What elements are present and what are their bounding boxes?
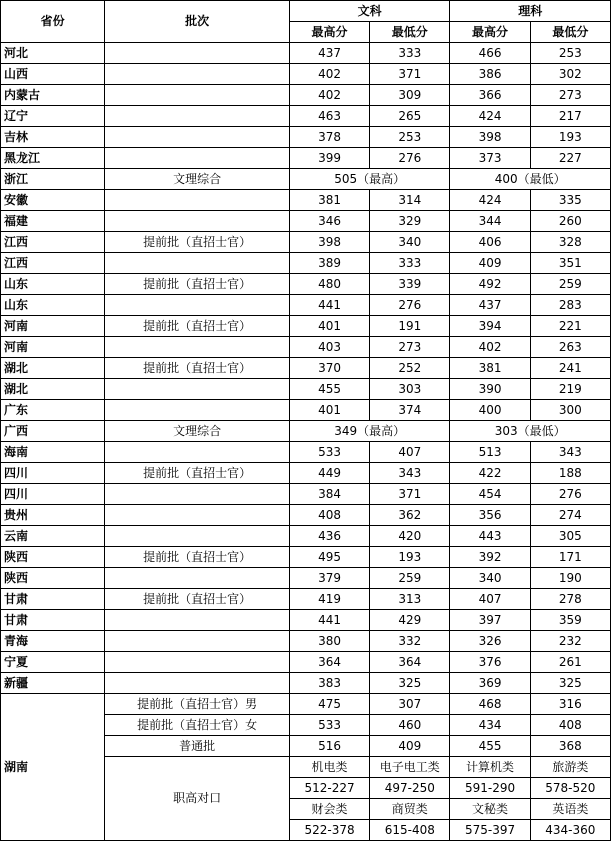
like-merged-cell: 400（最低） — [450, 169, 611, 190]
vocational-category-cell: 文秘类 — [450, 799, 530, 820]
wenke-max-cell: 455 — [289, 379, 369, 400]
wenke-min-cell: 191 — [370, 316, 450, 337]
wenke-min-cell: 276 — [370, 148, 450, 169]
vocational-score-cell: 497-250 — [370, 778, 450, 799]
vocational-category-cell: 电子电工类 — [370, 757, 450, 778]
province-cell: 河南 — [1, 316, 105, 337]
batch-cell: 文理综合 — [105, 169, 290, 190]
wenke-max-cell: 389 — [289, 253, 369, 274]
batch-cell — [105, 43, 290, 64]
wenke-max-cell: 463 — [289, 106, 369, 127]
like-min-cell: 325 — [530, 673, 610, 694]
like-max-cell: 400 — [450, 400, 530, 421]
like-min-cell: 351 — [530, 253, 610, 274]
table-row — [1, 85, 611, 106]
like-min-cell: 343 — [530, 442, 610, 463]
like-max-cell: 466 — [450, 43, 530, 64]
province-cell: 云南 — [1, 526, 105, 547]
like-min-cell: 259 — [530, 274, 610, 295]
batch-cell — [105, 442, 290, 463]
vocational-category-cell: 商贸类 — [370, 799, 450, 820]
wenke-max-cell: 384 — [289, 484, 369, 505]
province-cell: 湖北 — [1, 379, 105, 400]
vocational-score-cell: 434-360 — [530, 820, 610, 841]
wenke-min-cell: 333 — [370, 43, 450, 64]
like-min-cell: 274 — [530, 505, 610, 526]
table-row — [1, 190, 611, 211]
table-row — [1, 379, 611, 400]
like-max-cell: 492 — [450, 274, 530, 295]
table-row — [1, 316, 611, 337]
like-min-cell: 368 — [530, 736, 610, 757]
wenke-min-cell: 325 — [370, 673, 450, 694]
like-max-cell: 437 — [450, 295, 530, 316]
batch-cell — [105, 127, 290, 148]
like-max-cell: 394 — [450, 316, 530, 337]
wenke-max-cell: 370 — [289, 358, 369, 379]
province-cell: 新疆 — [1, 673, 105, 694]
like-min-cell: 188 — [530, 463, 610, 484]
wenke-min-cell: 252 — [370, 358, 450, 379]
province-cell: 安徽 — [1, 190, 105, 211]
wenke-min-cell: 407 — [370, 442, 450, 463]
like-max-cell: 392 — [450, 547, 530, 568]
wenke-min-cell: 460 — [370, 715, 450, 736]
province-cell: 黑龙江 — [1, 148, 105, 169]
batch-cell: 提前批（直招士官） — [105, 316, 290, 337]
province-cell: 甘肃 — [1, 610, 105, 631]
batch-cell: 提前批（直招士官）男 — [105, 694, 290, 715]
wenke-max-cell: 403 — [289, 337, 369, 358]
table-row — [1, 358, 611, 379]
batch-cell — [105, 610, 290, 631]
batch-cell — [105, 64, 290, 85]
wenke-min-header: 最低分 — [370, 22, 450, 43]
like-min-cell: 261 — [530, 652, 610, 673]
wenke-min-cell: 371 — [370, 64, 450, 85]
wenke-max-cell: 380 — [289, 631, 369, 652]
wenke-min-cell: 307 — [370, 694, 450, 715]
province-cell: 河北 — [1, 43, 105, 64]
wenke-header: 文科 — [289, 1, 450, 22]
like-max-cell: 373 — [450, 148, 530, 169]
like-max-cell: 340 — [450, 568, 530, 589]
like-min-cell: 305 — [530, 526, 610, 547]
table-row — [1, 610, 611, 631]
table-row — [1, 526, 611, 547]
wenke-min-cell: 364 — [370, 652, 450, 673]
like-max-cell: 407 — [450, 589, 530, 610]
batch-cell — [105, 526, 290, 547]
wenke-min-cell: 362 — [370, 505, 450, 526]
like-min-cell: 283 — [530, 295, 610, 316]
batch-cell — [105, 652, 290, 673]
province-cell: 贵州 — [1, 505, 105, 526]
batch-cell: 提前批（直招士官） — [105, 589, 290, 610]
province-cell: 湖南 — [1, 694, 105, 841]
wenke-max-cell: 437 — [289, 43, 369, 64]
province-cell: 河南 — [1, 337, 105, 358]
batch-cell: 提前批（直招士官） — [105, 358, 290, 379]
like-max-cell: 398 — [450, 127, 530, 148]
like-min-cell: 335 — [530, 190, 610, 211]
like-max-cell: 386 — [450, 64, 530, 85]
batch-cell: 提前批（直招士官） — [105, 274, 290, 295]
province-cell: 内蒙古 — [1, 85, 105, 106]
table-row — [1, 400, 611, 421]
table-row — [1, 169, 611, 190]
like-max-cell: 366 — [450, 85, 530, 106]
like-max-cell: 390 — [450, 379, 530, 400]
batch-cell — [105, 337, 290, 358]
province-cell: 湖北 — [1, 358, 105, 379]
like-min-cell: 171 — [530, 547, 610, 568]
province-cell: 山西 — [1, 64, 105, 85]
wenke-max-cell: 449 — [289, 463, 369, 484]
like-min-cell: 273 — [530, 85, 610, 106]
table-row — [1, 253, 611, 274]
batch-header: 批次 — [105, 1, 290, 43]
wenke-min-cell: 276 — [370, 295, 450, 316]
batch-cell — [105, 484, 290, 505]
batch-cell: 文理综合 — [105, 421, 290, 442]
table-row — [1, 673, 611, 694]
like-max-cell: 454 — [450, 484, 530, 505]
province-cell: 宁夏 — [1, 652, 105, 673]
header-row-1 — [1, 1, 611, 22]
wenke-min-cell: 332 — [370, 631, 450, 652]
vocational-score-cell: 575-397 — [450, 820, 530, 841]
like-min-cell: 253 — [530, 43, 610, 64]
wenke-max-cell: 533 — [289, 715, 369, 736]
province-cell: 甘肃 — [1, 589, 105, 610]
province-cell: 福建 — [1, 211, 105, 232]
wenke-min-cell: 333 — [370, 253, 450, 274]
wenke-min-cell: 309 — [370, 85, 450, 106]
like-max-cell: 376 — [450, 652, 530, 673]
like-min-cell: 217 — [530, 106, 610, 127]
like-min-cell: 276 — [530, 484, 610, 505]
like-min-cell: 232 — [530, 631, 610, 652]
like-max-cell: 409 — [450, 253, 530, 274]
like-min-cell: 227 — [530, 148, 610, 169]
wenke-merged-cell: 349（最高） — [289, 421, 450, 442]
wenke-max-cell: 346 — [289, 211, 369, 232]
wenke-min-cell: 409 — [370, 736, 450, 757]
like-max-cell: 326 — [450, 631, 530, 652]
like-min-cell: 193 — [530, 127, 610, 148]
wenke-min-cell: 420 — [370, 526, 450, 547]
like-max-cell: 356 — [450, 505, 530, 526]
vocational-batch-cell: 职高对口 — [105, 757, 290, 841]
like-min-cell: 260 — [530, 211, 610, 232]
wenke-max-cell: 408 — [289, 505, 369, 526]
province-cell: 江西 — [1, 232, 105, 253]
wenke-min-cell: 314 — [370, 190, 450, 211]
wenke-max-cell: 475 — [289, 694, 369, 715]
like-max-cell: 434 — [450, 715, 530, 736]
province-cell: 广西 — [1, 421, 105, 442]
wenke-max-cell: 441 — [289, 610, 369, 631]
batch-cell — [105, 295, 290, 316]
batch-cell: 提前批（直招士官） — [105, 232, 290, 253]
like-max-cell: 443 — [450, 526, 530, 547]
table-row — [1, 484, 611, 505]
like-max-cell: 344 — [450, 211, 530, 232]
like-max-header: 最高分 — [450, 22, 530, 43]
vocational-score-cell: 522-378 — [289, 820, 369, 841]
wenke-max-cell: 495 — [289, 547, 369, 568]
wenke-min-cell: 273 — [370, 337, 450, 358]
batch-cell: 提前批（直招士官） — [105, 547, 290, 568]
wenke-max-cell: 381 — [289, 190, 369, 211]
like-max-cell: 406 — [450, 232, 530, 253]
table-row — [1, 127, 611, 148]
wenke-max-cell: 401 — [289, 400, 369, 421]
like-merged-cell: 303（最低） — [450, 421, 611, 442]
like-max-cell: 468 — [450, 694, 530, 715]
wenke-min-cell: 265 — [370, 106, 450, 127]
table-row-hunan-1 — [1, 694, 611, 715]
like-max-cell: 455 — [450, 736, 530, 757]
like-header: 理科 — [450, 1, 611, 22]
wenke-max-cell: 379 — [289, 568, 369, 589]
wenke-max-cell: 436 — [289, 526, 369, 547]
province-cell: 浙江 — [1, 169, 105, 190]
wenke-min-cell: 259 — [370, 568, 450, 589]
batch-cell — [105, 253, 290, 274]
like-max-cell: 513 — [450, 442, 530, 463]
table-row — [1, 148, 611, 169]
like-min-cell: 219 — [530, 379, 610, 400]
like-max-cell: 424 — [450, 106, 530, 127]
like-min-cell: 221 — [530, 316, 610, 337]
batch-cell — [105, 568, 290, 589]
wenke-min-cell: 343 — [370, 463, 450, 484]
province-cell: 陕西 — [1, 568, 105, 589]
wenke-max-cell: 398 — [289, 232, 369, 253]
like-max-cell: 424 — [450, 190, 530, 211]
province-cell: 辽宁 — [1, 106, 105, 127]
batch-cell — [105, 505, 290, 526]
like-min-cell: 278 — [530, 589, 610, 610]
province-cell: 陕西 — [1, 547, 105, 568]
like-min-cell: 408 — [530, 715, 610, 736]
batch-cell — [105, 673, 290, 694]
wenke-max-cell: 402 — [289, 64, 369, 85]
like-max-cell: 422 — [450, 463, 530, 484]
like-min-header: 最低分 — [530, 22, 610, 43]
batch-cell — [105, 211, 290, 232]
wenke-max-cell: 441 — [289, 295, 369, 316]
table-row — [1, 652, 611, 673]
wenke-max-cell: 364 — [289, 652, 369, 673]
wenke-min-cell: 340 — [370, 232, 450, 253]
wenke-merged-cell: 505（最高） — [289, 169, 450, 190]
table-row — [1, 442, 611, 463]
wenke-min-cell: 374 — [370, 400, 450, 421]
wenke-max-cell: 402 — [289, 85, 369, 106]
wenke-max-cell: 419 — [289, 589, 369, 610]
table-row — [1, 568, 611, 589]
batch-cell — [105, 190, 290, 211]
vocational-category-cell: 英语类 — [530, 799, 610, 820]
wenke-max-cell: 383 — [289, 673, 369, 694]
table-row — [1, 505, 611, 526]
vocational-score-cell: 512-227 — [289, 778, 369, 799]
table-row — [1, 43, 611, 64]
like-max-cell: 381 — [450, 358, 530, 379]
table-row — [1, 421, 611, 442]
province-cell: 山东 — [1, 274, 105, 295]
table-row — [1, 547, 611, 568]
wenke-min-cell: 429 — [370, 610, 450, 631]
like-min-cell: 328 — [530, 232, 610, 253]
like-max-cell: 369 — [450, 673, 530, 694]
vocational-score-cell: 615-408 — [370, 820, 450, 841]
wenke-max-cell: 399 — [289, 148, 369, 169]
batch-cell — [105, 148, 290, 169]
table-row — [1, 631, 611, 652]
wenke-min-cell: 371 — [370, 484, 450, 505]
like-min-cell: 300 — [530, 400, 610, 421]
like-max-cell: 397 — [450, 610, 530, 631]
vocational-category-cell: 旅游类 — [530, 757, 610, 778]
wenke-max-cell: 378 — [289, 127, 369, 148]
province-cell: 江西 — [1, 253, 105, 274]
batch-cell: 提前批（直招士官） — [105, 463, 290, 484]
table-row — [1, 211, 611, 232]
like-min-cell: 241 — [530, 358, 610, 379]
province-cell: 吉林 — [1, 127, 105, 148]
table-row — [1, 295, 611, 316]
like-max-cell: 402 — [450, 337, 530, 358]
wenke-max-header: 最高分 — [289, 22, 369, 43]
province-cell: 四川 — [1, 463, 105, 484]
table-row — [1, 463, 611, 484]
table-row — [1, 274, 611, 295]
like-min-cell: 190 — [530, 568, 610, 589]
table-row — [1, 337, 611, 358]
like-min-cell: 359 — [530, 610, 610, 631]
province-cell: 山东 — [1, 295, 105, 316]
wenke-min-cell: 193 — [370, 547, 450, 568]
batch-cell — [105, 400, 290, 421]
table-row — [1, 106, 611, 127]
like-min-cell: 263 — [530, 337, 610, 358]
vocational-category-cell: 财会类 — [289, 799, 369, 820]
province-header: 省份 — [1, 1, 105, 43]
batch-cell — [105, 85, 290, 106]
table-row — [1, 232, 611, 253]
like-min-cell: 316 — [530, 694, 610, 715]
vocational-category-cell: 机电类 — [289, 757, 369, 778]
like-min-cell: 302 — [530, 64, 610, 85]
batch-cell: 普通批 — [105, 736, 290, 757]
batch-cell — [105, 106, 290, 127]
vocational-score-cell: 578-520 — [530, 778, 610, 799]
wenke-min-cell: 253 — [370, 127, 450, 148]
wenke-min-cell: 329 — [370, 211, 450, 232]
table-row — [1, 589, 611, 610]
wenke-min-cell: 303 — [370, 379, 450, 400]
table-row — [1, 64, 611, 85]
wenke-min-cell: 313 — [370, 589, 450, 610]
province-cell: 青海 — [1, 631, 105, 652]
wenke-max-cell: 533 — [289, 442, 369, 463]
batch-cell — [105, 379, 290, 400]
batch-cell — [105, 631, 290, 652]
wenke-min-cell: 339 — [370, 274, 450, 295]
province-cell: 广东 — [1, 400, 105, 421]
province-cell: 海南 — [1, 442, 105, 463]
wenke-max-cell: 401 — [289, 316, 369, 337]
wenke-max-cell: 480 — [289, 274, 369, 295]
vocational-category-cell: 计算机类 — [450, 757, 530, 778]
province-cell: 四川 — [1, 484, 105, 505]
batch-cell: 提前批（直招士官）女 — [105, 715, 290, 736]
vocational-score-cell: 591-290 — [450, 778, 530, 799]
wenke-max-cell: 516 — [289, 736, 369, 757]
